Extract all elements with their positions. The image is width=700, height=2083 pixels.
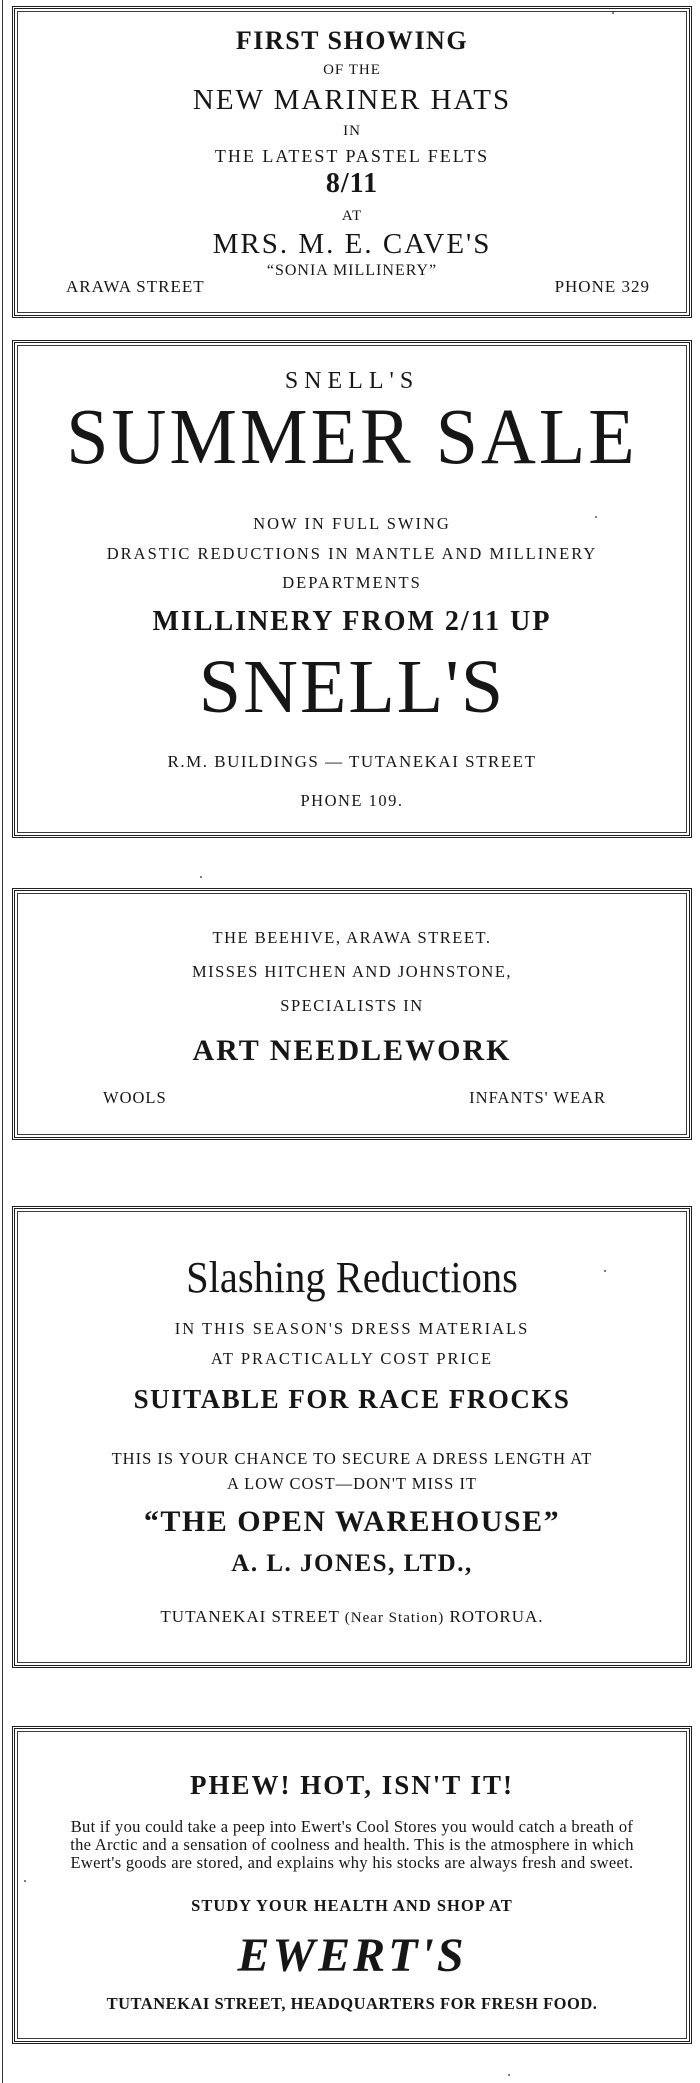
ad-price: 8/11: [325, 168, 379, 199]
ad-footer: [66, 277, 650, 297]
ad-headline: SUMMER SALE: [66, 392, 638, 482]
ad-text: THE BEEHIVE, ARAWA STREET.: [212, 928, 492, 947]
ad-product: NEW MARINER HATS: [192, 84, 512, 116]
page-column-rule: [2, 0, 3, 2083]
ad-address: TUTANEKAI STREET, HEADQUARTERS FOR FRESH FOOD.: [106, 1994, 598, 2013]
ad-brand: EWERT'S: [237, 1929, 467, 1982]
ad-text: OF THE: [323, 62, 381, 78]
ad-address: ARAWA STREET: [66, 277, 205, 296]
ad-text: AT: [341, 208, 363, 224]
ad-headline: Slashing Reductions: [186, 1253, 518, 1302]
scan-speck: [24, 1880, 26, 1882]
scan-speck: [595, 516, 597, 518]
ad-headline: ART NEEDLEWORK: [192, 1034, 512, 1067]
ad-text: IN: [343, 123, 361, 139]
ad-beehive-needlework: [12, 888, 692, 1140]
ad-item-infants-wear: INFANTS' WEAR: [469, 1088, 606, 1107]
scan-speck: [508, 2074, 510, 2076]
ad-text: STUDY YOUR HEALTH AND SHOP AT: [191, 1896, 513, 1915]
ad-address: [18, 1607, 686, 1627]
ad-text: AT PRACTICALLY COST PRICE: [210, 1349, 494, 1368]
ad-address-note: (Near Station): [344, 1610, 445, 1626]
scan-speck: [200, 876, 202, 878]
ad-slashing-reductions: [12, 1206, 692, 1668]
ad-text: A LOW COST—DON'T MISS IT: [226, 1474, 478, 1493]
ad-phone: PHONE 329: [554, 277, 650, 296]
ad-brand: SNELL'S: [198, 645, 506, 729]
ad-text: DRASTIC REDUCTIONS IN MANTLE AND MILLINERY: [106, 544, 598, 563]
ad-item-wools: WOOLS: [103, 1088, 167, 1107]
ad-feature: SUITABLE FOR RACE FROCKS: [133, 1384, 571, 1414]
ad-brand-top: SNELL'S: [284, 368, 420, 394]
ad-store-name: “THE OPEN WAREHOUSE”: [143, 1505, 561, 1538]
ad-text: NOW IN FULL SWING: [253, 514, 451, 533]
ad-footer: [103, 1088, 606, 1108]
ad-text: THIS IS YOUR CHANCE TO SECURE A DRESS LENGTH AT: [111, 1449, 593, 1468]
ad-headline: PHEW! HOT, ISN'T IT!: [189, 1770, 515, 1800]
ad-text: MISSES HITCHEN AND JOHNSTONE,: [191, 962, 513, 981]
ad-cave-millinery: [12, 6, 692, 318]
ad-ewerts-cool-stores: [12, 1726, 692, 2044]
ad-text: SPECIALISTS IN: [280, 996, 424, 1015]
ad-company: A. L. JONES, LTD.,: [231, 1550, 473, 1577]
ad-text: IN THIS SEASON'S DRESS MATERIALS: [174, 1319, 530, 1338]
ad-shop-owner: MRS. M. E. CAVE'S: [212, 228, 492, 260]
ad-shop-name: “SONIA MILLINERY”: [266, 262, 438, 279]
ad-address: R.M. BUILDINGS — TUTANEKAI STREET: [167, 752, 537, 771]
ad-snells-summer-sale: [12, 340, 692, 838]
scan-speck: [604, 1270, 606, 1272]
ad-address-street: TUTANEKAI STREET: [160, 1607, 345, 1626]
ad-address-town: ROTORUA.: [444, 1607, 544, 1626]
ad-offer: MILLINERY FROM 2/11 UP: [152, 606, 552, 637]
ad-text: DEPARTMENTS: [282, 573, 422, 592]
ad-body-text: But if you could take a peep into Ewert's Cool Stores you would catch a breath of the Arctic and a sensation of coolness and health. This is the atmosphere in which Ewert's goods are stored, and explains why his stocks are always fresh and sweet.: [70, 1817, 634, 1872]
ad-headline: FIRST SHOWING: [235, 26, 469, 55]
ad-text: THE LATEST PASTEL FELTS: [214, 146, 490, 166]
scan-speck: [612, 12, 614, 14]
ad-phone: PHONE 109.: [300, 791, 404, 810]
